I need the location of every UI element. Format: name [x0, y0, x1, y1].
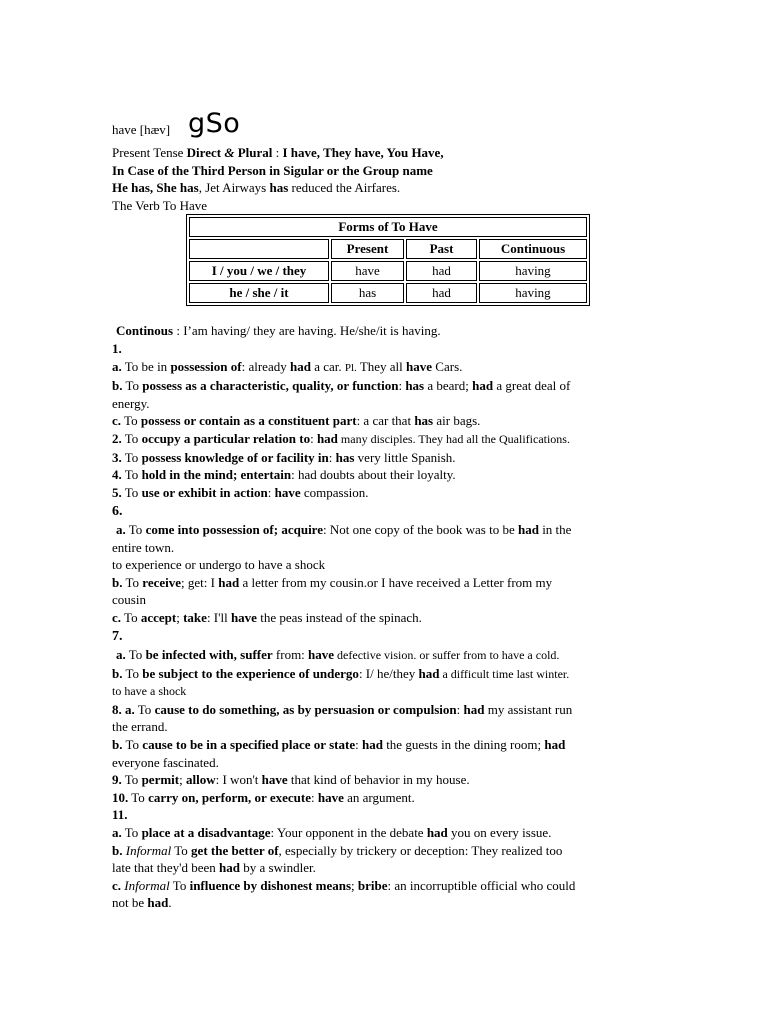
table-cell: has — [331, 283, 404, 303]
headword: have [hæv] — [112, 122, 171, 137]
sense-8b: b. To cause to be in a specified place or state: had the guests in the dining room; had — [112, 737, 566, 753]
sense-5: 5. To use or exhibit in action: have compassion. — [112, 484, 369, 500]
table-caption-row — [189, 217, 587, 237]
sense-4: 4. To hold in the mind; entertain: had doubts about their loyalty. — [112, 467, 456, 483]
sense-1b: b. To possess as a characteristic, quality, or function: has a beard; had a great deal of — [112, 378, 571, 394]
sense-6c: c. To accept; take: I'll have the peas instead of the spinach. — [112, 609, 422, 625]
sense-2: 2. To occupy a particular relation to: had many disciples. They had all the Qualifications. — [112, 430, 570, 446]
logo-text: gSo — [188, 108, 241, 139]
sense-6a-cont: entire town. — [112, 539, 175, 555]
sense-10: 10. To carry on, perform, or execute: have an argument. — [112, 789, 415, 805]
table-cell: having — [479, 283, 587, 303]
entry-heading — [112, 108, 657, 144]
table-cell: had — [406, 261, 477, 281]
intro-line-1: Present Tense Direct & Plural : I have, They have, You Have, — [112, 145, 444, 160]
sense-8b-cont: everyone fascinated. — [112, 754, 219, 770]
sense-6a: a. To come into possession of; acquire: Not one copy of the book was to be had in the — [116, 521, 572, 537]
sense-6-experience: to experience or undergo to have a shock — [112, 557, 326, 573]
sense-7a: a. To be infected with, suffer from: have defective vision. or suffer from to have a cold. — [116, 647, 560, 663]
sense-11c: c. Informal To influence by dishonest means; bribe: an incorruptible official who could — [112, 877, 576, 893]
sense-number-6: 6. — [112, 504, 123, 520]
table-cell: I / you / we / they — [189, 261, 329, 281]
intro-line-4: The Verb To Have — [112, 197, 207, 213]
sense-6b-cont: cousin — [112, 592, 146, 608]
table-cell: he / she / it — [189, 283, 329, 303]
sense-number-7: 7. — [112, 629, 123, 645]
sense-8a-cont: the errand. — [112, 719, 168, 735]
sense-1a: a. To be in possession of: already had a car. Pl. They all have Cars. — [112, 358, 463, 374]
table-row — [189, 283, 587, 303]
sense-11a: a. To place at a disadvantage: Your opponent in the debate had you on every issue. — [112, 825, 552, 840]
table-cell: have — [331, 261, 404, 281]
table-header-cell: Continuous — [479, 239, 587, 259]
sense-9: 9. To permit; allow: I won't have that kind of behavior in my house. — [112, 772, 470, 788]
intro-line-2: In Case of the Third Person in Sigular or the Group name — [112, 162, 433, 178]
table-header-cell: Present — [331, 239, 404, 259]
sense-number-11: 11. — [112, 807, 128, 823]
table-caption: Forms of To Have — [189, 217, 587, 237]
intro-line-3: He has, She has, Jet Airways has reduced the Airfares. — [112, 180, 401, 196]
table-cell: had — [406, 283, 477, 303]
sense-7b: b. To be subject to the experience of undergo: I/ he/they had a difficult time last winter. — [112, 665, 570, 681]
sense-11c-cont: not be had. — [112, 895, 172, 911]
sense-1b-cont: energy. — [112, 395, 150, 411]
sense-6b: b. To receive; get: I had a letter from my cousin.or I have received a Letter from my — [112, 574, 553, 590]
table-header-cell: Past — [406, 239, 477, 259]
document-page — [112, 108, 657, 912]
sense-8a: 8. a. To cause to do something, as by persuasion or compulsion: had my assistant run — [112, 701, 573, 717]
sense-7b-cont: to have a shock — [112, 684, 187, 699]
table-header-cell — [189, 239, 329, 259]
table-header-row — [189, 239, 587, 259]
sense-11b-cont: late that they'd been had by a swindler. — [112, 860, 316, 876]
sense-3: 3. To possess knowledge of or facility in: has very little Spanish. — [112, 449, 456, 465]
sense-1c: c. To possess or contain as a constituent part: a car that has air bags. — [112, 413, 481, 429]
continuous-line: Continous : I’am having/ they are having. He/she/it is having. — [116, 323, 441, 339]
sense-11b: b. Informal To get the better of, especially by trickery or deception: They realized too — [112, 842, 563, 858]
table-row — [189, 261, 587, 281]
table-cell: having — [479, 261, 587, 281]
forms-table — [186, 214, 590, 306]
sense-number-1: 1. — [112, 340, 122, 356]
